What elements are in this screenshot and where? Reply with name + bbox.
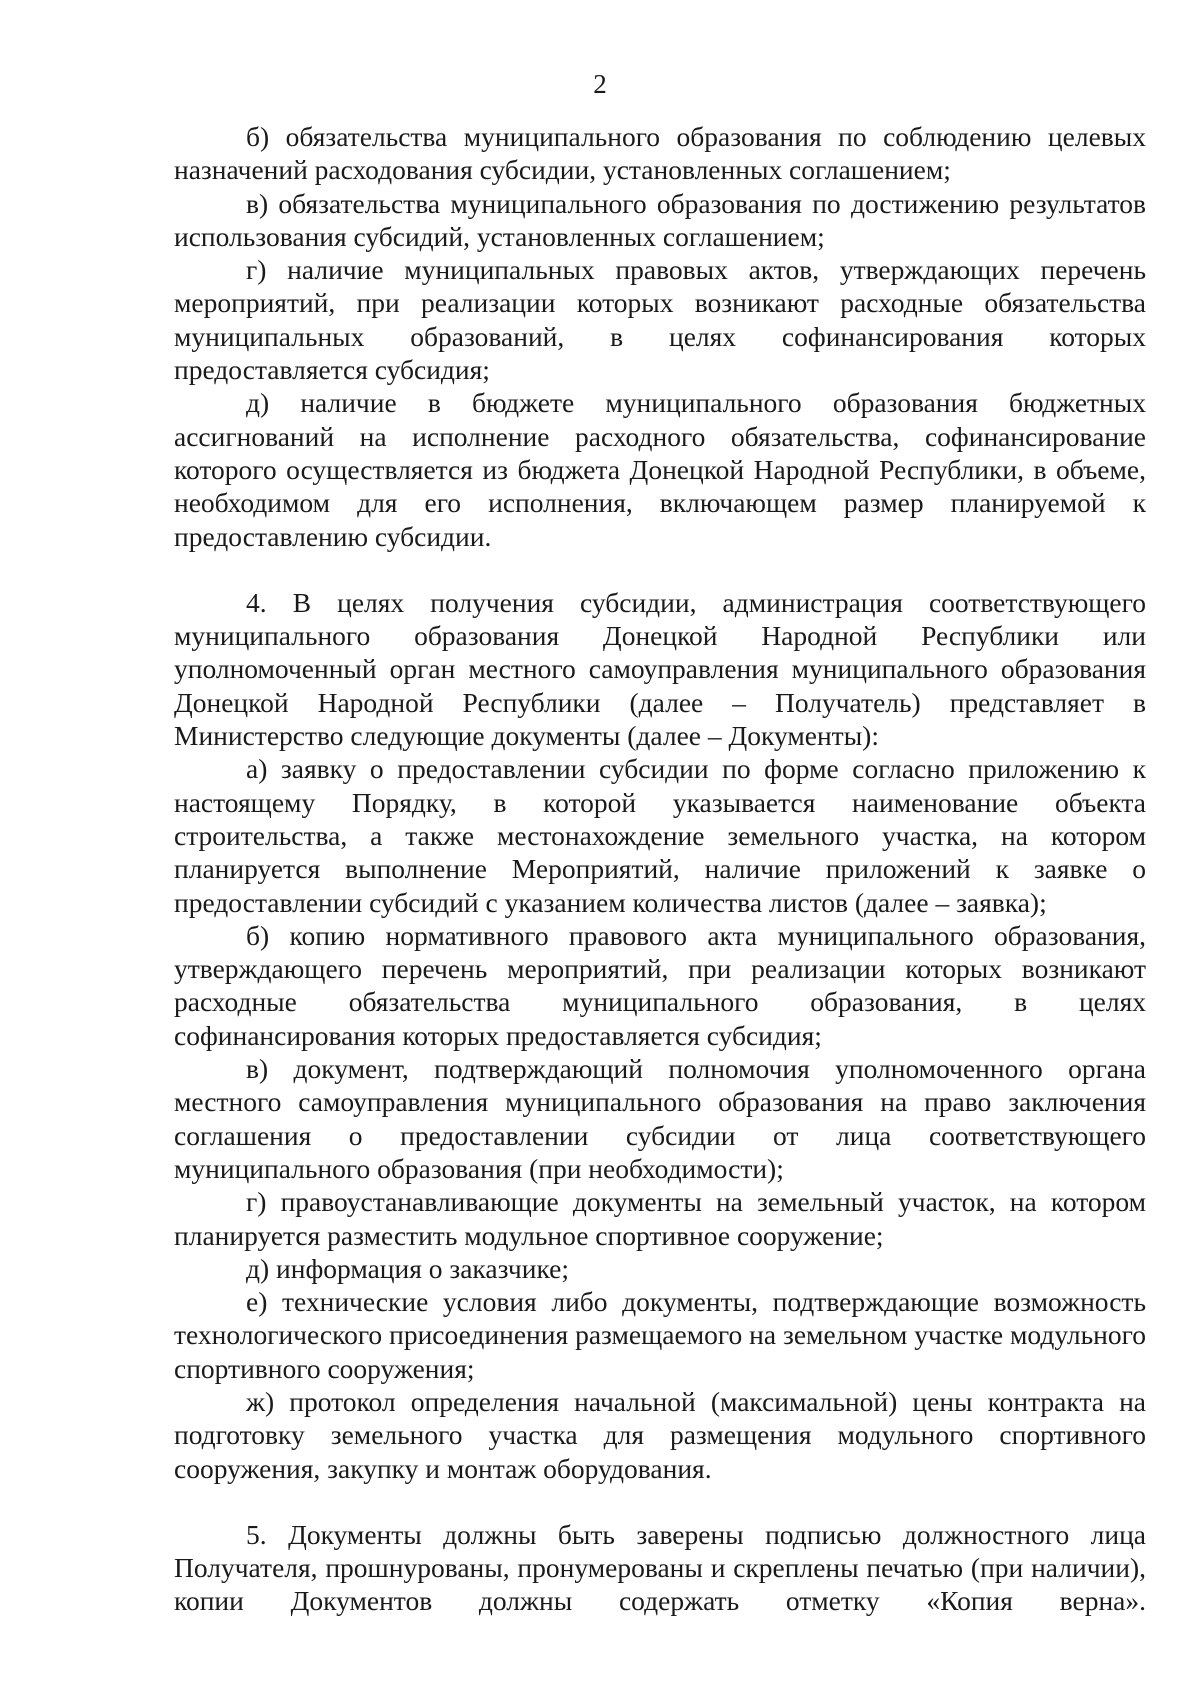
document-body — [174, 120, 1146, 1618]
paragraph-4: 4. В целях получения субсидии, администрация соответствующего муниципального образования Донецкой Народной Республики или уполномоченный орган местного самоуправления муниципального образования Донецкой Народной Республики (далее – Получатель) представляет в Министерство следующие документы (далее – Документы): — [174, 586, 1146, 752]
paragraph-3g: г) наличие муниципальных правовых актов, утверждающих перечень мероприятий, при реализации которых возникают расходные обязательства муниципальных образований, в целях софинансирования которых предоставляется субсидия; — [174, 254, 1146, 386]
page-number: 2 — [593, 69, 607, 99]
paragraph-3d: д) наличие в бюджете муниципального образования бюджетных ассигнований на исполнение расходного обязательства, софинансирование которого осуществляется из бюджета Донецкой Народной Республики, в объеме, необходимом для его исполнения, включающем размер планируемой к предоставлению субсидии. — [174, 387, 1146, 552]
paragraph-4a: а) заявку о предоставлении субсидии по форме согласно приложению к настоящему Порядку, в которой указывается наименование объекта строительства, а также местонахождение земельного участка, на котором планируется выполнение Мероприятий, наличие приложений к заявке о предоставлении субсидий с указанием количества листов (далее – заявка); — [174, 753, 1146, 918]
paragraph-4g: г) правоустанавливающие документы на земельный участок, на котором планируется разместить модульное спортивное сооружение; — [174, 1186, 1146, 1251]
paragraph-4zh: ж) протокол определения начальной (максимальной) цены контракта на подготовку земельного участка для размещения модульного спортивного сооружения, закупку и монтаж оборудования. — [174, 1385, 1146, 1484]
paragraph-3v: в) обязательства муниципального образования по достижению результатов использования субсидий, установленных соглашением; — [174, 187, 1146, 252]
paragraph-4e: е) технические условия либо документы, подтверждающие возможность технологического присоединения размещаемого на земельном участке модульного спортивного сооружения; — [174, 1286, 1146, 1384]
paragraph-4b: б) копию нормативного правового акта муниципального образования, утверждающего перечень мероприятий, при реализации которых возникают расходные обязательства муниципального образования, в целях софинансирования которых предоставляется субсидия; — [174, 919, 1146, 1051]
paragraph-5: 5. Документы должны быть заверены подписью должностного лица Получателя, прошнурованы, пронумерованы и скреплены печатью (при наличии), копии Документов должны содержать отметку «Копия верна». — [174, 1518, 1146, 1617]
paragraph-4v: в) документ, подтверждающий полномочия уполномоченного органа местного самоуправления муниципального образования на право заключения соглашения о предоставлении субсидии от лица соответствующего муниципального образования (при необходимости); — [174, 1053, 1146, 1184]
paragraph-4d: д) информация о заказчике; — [246, 1252, 569, 1284]
paragraph-3b: б) обязательства муниципального образования по соблюдению целевых назначений расходования субсидии, установленных соглашением; — [174, 121, 1146, 186]
